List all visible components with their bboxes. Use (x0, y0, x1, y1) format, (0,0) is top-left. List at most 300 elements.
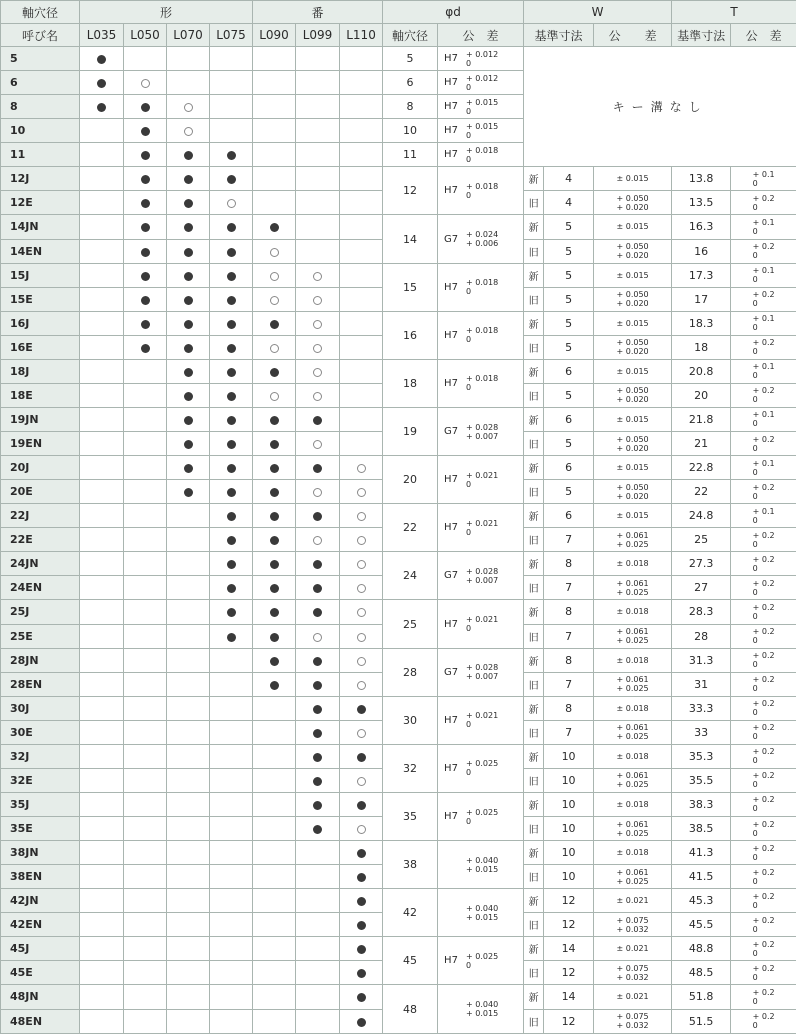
open-circle-icon (357, 560, 366, 569)
nominal-header: 呼び名 (1, 24, 80, 47)
lower-tol: 0 (752, 636, 758, 646)
model-mark-cell (253, 1009, 296, 1034)
new-old-label: 旧 (524, 191, 544, 215)
model-mark-cell (124, 768, 167, 792)
nominal-name: 22J (1, 504, 80, 528)
new-old-label: 旧 (524, 672, 544, 696)
model-mark-cell (253, 167, 296, 191)
w-tolerance (594, 311, 672, 335)
model-mark-cell (253, 432, 296, 456)
model-mark-cell (124, 792, 167, 816)
bore-diameter-value: 20 (383, 456, 438, 504)
open-circle-icon (313, 633, 322, 642)
w-tolerance (594, 215, 672, 239)
filled-circle-icon (227, 512, 236, 521)
model-mark-cell (296, 215, 340, 239)
t-tolerance (731, 504, 796, 528)
new-old-label: 新 (524, 167, 544, 191)
nominal-name: 19EN (1, 432, 80, 456)
tolerance-class: H7 (444, 377, 458, 389)
upper-tol: + 0.021 (466, 470, 499, 480)
upper-tol: + 0.2 (752, 843, 775, 853)
lower-tol: 0 (752, 708, 758, 718)
model-mark-cell (167, 913, 210, 937)
model-mark-cell (210, 985, 253, 1009)
new-old-label: 新 (524, 407, 544, 431)
table-row (1, 552, 796, 576)
model-mark-cell (210, 576, 253, 600)
t-tolerance-values (753, 603, 775, 621)
nominal-name: 30E (1, 720, 80, 744)
model-mark-cell (340, 143, 383, 167)
t-basic-size: 35.3 (672, 744, 731, 768)
model-mark-cell (296, 552, 340, 576)
filled-circle-icon (270, 536, 279, 545)
bore-tolerance (438, 600, 524, 648)
upper-tol: + 0.2 (752, 819, 775, 829)
bore-diameter-value: 45 (383, 937, 438, 985)
w-tolerance (594, 648, 672, 672)
upper-tol: + 0.2 (752, 602, 775, 612)
model-mark-cell (124, 720, 167, 744)
model-mark-cell (253, 744, 296, 768)
upper-tol: + 0.2 (752, 747, 775, 757)
model-mark-cell (167, 961, 210, 985)
model-mark-cell (296, 287, 340, 311)
table-row (1, 311, 796, 335)
upper-tol: + 0.2 (752, 723, 775, 733)
lower-tol: + 0.032 (616, 1021, 649, 1031)
model-mark-cell (253, 143, 296, 167)
model-mark-cell (210, 624, 253, 648)
lower-tol: 0 (752, 275, 758, 285)
w-tolerance-value: ± 0.015 (616, 174, 649, 184)
upper-tol: + 0.1 (752, 458, 775, 468)
w-tolerance (594, 841, 672, 865)
model-mark-cell (210, 672, 253, 696)
t-tolerance (731, 841, 796, 865)
model-mark-cell (296, 1009, 340, 1034)
w-tolerance-value: ± 0.015 (616, 222, 649, 232)
model-mark-cell (80, 47, 124, 71)
model-mark-cell (253, 720, 296, 744)
model-mark-cell (124, 817, 167, 841)
model-mark-cell (80, 648, 124, 672)
filled-circle-icon (270, 464, 279, 473)
t-tolerance-header: 公 差 (731, 24, 796, 47)
t-tolerance-values (753, 218, 775, 236)
filled-circle-icon (141, 127, 150, 136)
lower-tol: 0 (466, 383, 472, 393)
filled-circle-icon (227, 344, 236, 353)
open-circle-icon (357, 584, 366, 593)
bore-tolerance-values (466, 615, 498, 633)
t-tolerance-values (753, 1012, 775, 1030)
bore-tolerance-values (466, 711, 498, 729)
model-mark-cell (167, 71, 210, 95)
model-mark-cell (210, 432, 253, 456)
t-tolerance (731, 552, 796, 576)
lower-tol: 0 (752, 876, 758, 886)
model-mark-cell (296, 696, 340, 720)
bore-diameter-value: 28 (383, 648, 438, 696)
w-tolerance-values (617, 194, 649, 212)
filled-circle-icon (357, 945, 366, 954)
model-mark-cell (80, 600, 124, 624)
part-header-right: 番 (253, 1, 383, 24)
t-basic-size: 21 (672, 432, 731, 456)
t-basic-size: 51.8 (672, 985, 731, 1009)
model-mark-cell (80, 71, 124, 95)
bore-tolerance (438, 889, 524, 937)
table-row (1, 744, 796, 768)
lower-tol: + 0.025 (616, 636, 649, 646)
model-mark-cell (296, 672, 340, 696)
t-basic-size: 45.3 (672, 889, 731, 913)
model-mark-cell (296, 985, 340, 1009)
w-tolerance (594, 528, 672, 552)
w-tolerance-values (617, 338, 649, 356)
tolerance-class: H7 (444, 329, 458, 341)
lower-tol: 0 (752, 660, 758, 670)
model-mark-cell (124, 335, 167, 359)
model-mark-cell (80, 456, 124, 480)
model-mark-cell (253, 792, 296, 816)
filled-circle-icon (227, 608, 236, 617)
lower-tol: 0 (466, 768, 472, 778)
lower-tol: + 0.007 (466, 431, 499, 441)
model-mark-cell (296, 648, 340, 672)
tolerance-class: H7 (444, 101, 458, 113)
new-old-label: 旧 (524, 287, 544, 311)
model-mark-cell (340, 913, 383, 937)
model-mark-cell (210, 47, 253, 71)
w-tolerance (594, 744, 672, 768)
lower-tol: 0 (466, 960, 472, 970)
model-mark-cell (167, 648, 210, 672)
model-mark-cell (124, 552, 167, 576)
model-mark-cell (124, 71, 167, 95)
model-mark-cell (124, 600, 167, 624)
model-mark-cell (124, 359, 167, 383)
upper-tol: + 0.061 (616, 675, 649, 685)
new-old-label: 新 (524, 889, 544, 913)
model-mark-cell (253, 335, 296, 359)
open-circle-icon (357, 681, 366, 690)
filled-circle-icon (227, 584, 236, 593)
nominal-name: 18E (1, 383, 80, 407)
upper-tol: + 0.018 (466, 181, 499, 191)
w-tolerance-value: ± 0.018 (616, 559, 649, 569)
t-basic-size: 27 (672, 576, 731, 600)
model-mark-cell (253, 215, 296, 239)
model-mark-cell (340, 432, 383, 456)
bore-tolerance (438, 47, 524, 71)
w-tolerance (594, 552, 672, 576)
bore-diameter-value: 8 (383, 95, 438, 119)
t-tolerance (731, 624, 796, 648)
model-mark-cell (80, 672, 124, 696)
model-mark-cell (296, 768, 340, 792)
open-circle-icon (184, 103, 193, 112)
w-basic-size: 14 (544, 985, 594, 1009)
model-mark-cell (296, 937, 340, 961)
nominal-name: 42JN (1, 889, 80, 913)
bore-diameter-value: 48 (383, 985, 438, 1034)
model-mark-cell (210, 744, 253, 768)
open-circle-icon (270, 344, 279, 353)
nominal-name: 35J (1, 792, 80, 816)
tolerance-class: H7 (444, 618, 458, 630)
model-mark-cell (80, 480, 124, 504)
model-mark-cell (253, 407, 296, 431)
t-basic-size: 51.5 (672, 1009, 731, 1034)
lower-tol: + 0.015 (466, 912, 499, 922)
w-tolerance-value: ± 0.015 (616, 318, 649, 328)
w-basic-size: 12 (544, 961, 594, 985)
new-old-label: 旧 (524, 480, 544, 504)
table-row (1, 841, 796, 865)
lower-tol: + 0.020 (616, 443, 649, 453)
upper-tol: + 0.2 (752, 434, 775, 444)
model-mark-cell (340, 961, 383, 985)
w-basic-size: 10 (544, 817, 594, 841)
t-basic-size-header: 基準寸法 (672, 24, 731, 47)
tolerance-class: H7 (444, 522, 458, 534)
model-mark-cell (167, 865, 210, 889)
lower-tol: 0 (752, 828, 758, 838)
upper-tol: + 0.050 (616, 482, 649, 492)
model-mark-cell (167, 311, 210, 335)
upper-tol: + 0.2 (752, 482, 775, 492)
bore-tolerance-values (466, 74, 498, 92)
model-mark-cell (124, 167, 167, 191)
w-basic-size: 8 (544, 648, 594, 672)
tolerance-class: G7 (444, 233, 459, 245)
t-tolerance (731, 817, 796, 841)
upper-tol: + 0.050 (616, 338, 649, 348)
new-old-label: 旧 (524, 720, 544, 744)
model-mark-cell (296, 95, 340, 119)
t-basic-size: 33.3 (672, 696, 731, 720)
t-tolerance (731, 865, 796, 889)
w-basic-size: 12 (544, 913, 594, 937)
model-mark-cell (253, 841, 296, 865)
model-mark-cell (210, 480, 253, 504)
lower-tol: 0 (752, 226, 758, 236)
w-basic-size: 6 (544, 504, 594, 528)
lower-tol: 0 (752, 996, 758, 1006)
model-mark-cell (167, 143, 210, 167)
model-mark-cell (296, 865, 340, 889)
d-header: φd (383, 1, 524, 24)
w-basic-size: 8 (544, 552, 594, 576)
new-old-label: 旧 (524, 913, 544, 937)
bore-tolerance-header: 公 差 (438, 24, 524, 47)
bore-tolerance (438, 504, 524, 552)
nominal-name: 48JN (1, 985, 80, 1009)
t-basic-size: 41.3 (672, 841, 731, 865)
bore-diameter-value: 38 (383, 841, 438, 889)
bore-tolerance (438, 552, 524, 600)
upper-tol: + 0.018 (466, 145, 499, 155)
model-header: L050 (124, 24, 167, 47)
model-mark-cell (124, 913, 167, 937)
bore-tolerance (438, 95, 524, 119)
filled-circle-icon (184, 368, 193, 377)
model-mark-cell (210, 913, 253, 937)
bore-tolerance (438, 937, 524, 985)
model-mark-cell (340, 1009, 383, 1034)
open-circle-icon (270, 392, 279, 401)
bore-tolerance-values (466, 856, 498, 874)
model-mark-cell (210, 792, 253, 816)
t-tolerance (731, 985, 796, 1009)
t-tolerance-values (753, 916, 775, 934)
t-basic-size: 35.5 (672, 768, 731, 792)
model-mark-cell (80, 263, 124, 287)
table-row (1, 456, 796, 480)
t-tolerance-values (753, 410, 775, 428)
tolerance-class: G7 (444, 426, 459, 437)
w-tolerance-values (617, 916, 649, 934)
filled-circle-icon (313, 560, 322, 569)
new-old-label: 旧 (524, 576, 544, 600)
model-mark-cell (253, 119, 296, 143)
lower-tol: 0 (466, 130, 472, 140)
filled-circle-icon (270, 320, 279, 329)
filled-circle-icon (270, 633, 279, 642)
model-mark-cell (124, 985, 167, 1009)
upper-tol: + 0.012 (466, 73, 499, 83)
model-mark-cell (80, 335, 124, 359)
model-mark-cell (80, 191, 124, 215)
upper-tol: + 0.050 (616, 193, 649, 203)
open-circle-icon (357, 512, 366, 521)
filled-circle-icon (313, 681, 322, 690)
model-mark-cell (80, 552, 124, 576)
w-basic-size: 5 (544, 287, 594, 311)
model-mark-cell (210, 119, 253, 143)
filled-circle-icon (313, 512, 322, 521)
bore-diameter-value: 11 (383, 143, 438, 167)
model-mark-cell (296, 841, 340, 865)
bore-tolerance-values (466, 182, 498, 200)
model-mark-cell (80, 720, 124, 744)
model-mark-cell (210, 383, 253, 407)
upper-tol: + 0.061 (616, 578, 649, 588)
bore-tolerance (438, 71, 524, 95)
model-mark-cell (80, 841, 124, 865)
model-mark-cell (167, 432, 210, 456)
model-mark-cell (340, 359, 383, 383)
w-tolerance (594, 792, 672, 816)
nominal-name: 45E (1, 961, 80, 985)
new-old-label: 新 (524, 985, 544, 1009)
open-circle-icon (313, 320, 322, 329)
t-tolerance (731, 672, 796, 696)
lower-tol: 0 (752, 347, 758, 357)
t-basic-size: 18 (672, 335, 731, 359)
upper-tol: + 0.015 (466, 97, 499, 107)
lower-tol: 0 (752, 419, 758, 429)
filled-circle-icon (270, 368, 279, 377)
open-circle-icon (357, 825, 366, 834)
lower-tol: 0 (752, 202, 758, 212)
filled-circle-icon (270, 512, 279, 521)
bore-tolerance-values (466, 98, 498, 116)
model-mark-cell (167, 504, 210, 528)
lower-tol: 0 (752, 924, 758, 934)
upper-tol: + 0.028 (466, 566, 499, 576)
filled-circle-icon (97, 103, 106, 112)
w-tolerance-values (617, 483, 649, 501)
model-mark-cell (253, 95, 296, 119)
tolerance-class: H7 (444, 714, 458, 726)
w-tolerance-value: ± 0.021 (616, 896, 649, 906)
bore-tolerance (438, 407, 524, 455)
nominal-name: 22E (1, 528, 80, 552)
table-row (1, 215, 796, 239)
model-mark-cell (80, 359, 124, 383)
model-mark-cell (253, 913, 296, 937)
upper-tol: + 0.028 (466, 422, 499, 432)
model-mark-cell (124, 961, 167, 985)
t-tolerance-values (753, 507, 775, 525)
nominal-name: 28JN (1, 648, 80, 672)
model-mark-cell (167, 600, 210, 624)
upper-tol: + 0.2 (752, 578, 775, 588)
header-row-2 (1, 24, 796, 47)
upper-tol: + 0.2 (752, 987, 775, 997)
bore-diameter-value: 15 (383, 263, 438, 311)
t-tolerance-values (753, 988, 775, 1006)
filled-circle-icon (270, 681, 279, 690)
filled-circle-icon (227, 488, 236, 497)
model-mark-cell (210, 263, 253, 287)
model-mark-cell (167, 792, 210, 816)
w-basic-size: 5 (544, 432, 594, 456)
tolerance-class: H7 (444, 811, 458, 822)
nominal-name: 45J (1, 937, 80, 961)
model-mark-cell (210, 504, 253, 528)
model-mark-cell (124, 865, 167, 889)
t-tolerance (731, 383, 796, 407)
model-mark-cell (253, 552, 296, 576)
filled-circle-icon (313, 416, 322, 425)
bore-diameter-value: 30 (383, 696, 438, 744)
t-basic-size: 20 (672, 383, 731, 407)
model-mark-cell (340, 817, 383, 841)
w-tolerance-values (617, 290, 649, 308)
model-mark-cell (210, 335, 253, 359)
upper-tol: + 0.025 (466, 759, 499, 769)
model-mark-cell (167, 696, 210, 720)
lower-tol: 0 (466, 154, 472, 164)
bore-tolerance (438, 119, 524, 143)
bore-tolerance (438, 215, 524, 263)
lower-tol: 0 (466, 58, 472, 68)
model-mark-cell (340, 383, 383, 407)
filled-circle-icon (270, 584, 279, 593)
lower-tol: 0 (466, 190, 472, 200)
model-mark-cell (210, 817, 253, 841)
model-mark-cell (340, 287, 383, 311)
lower-tol: + 0.025 (616, 876, 649, 886)
upper-tol: + 0.2 (752, 795, 775, 805)
model-mark-cell (210, 768, 253, 792)
model-mark-cell (167, 167, 210, 191)
